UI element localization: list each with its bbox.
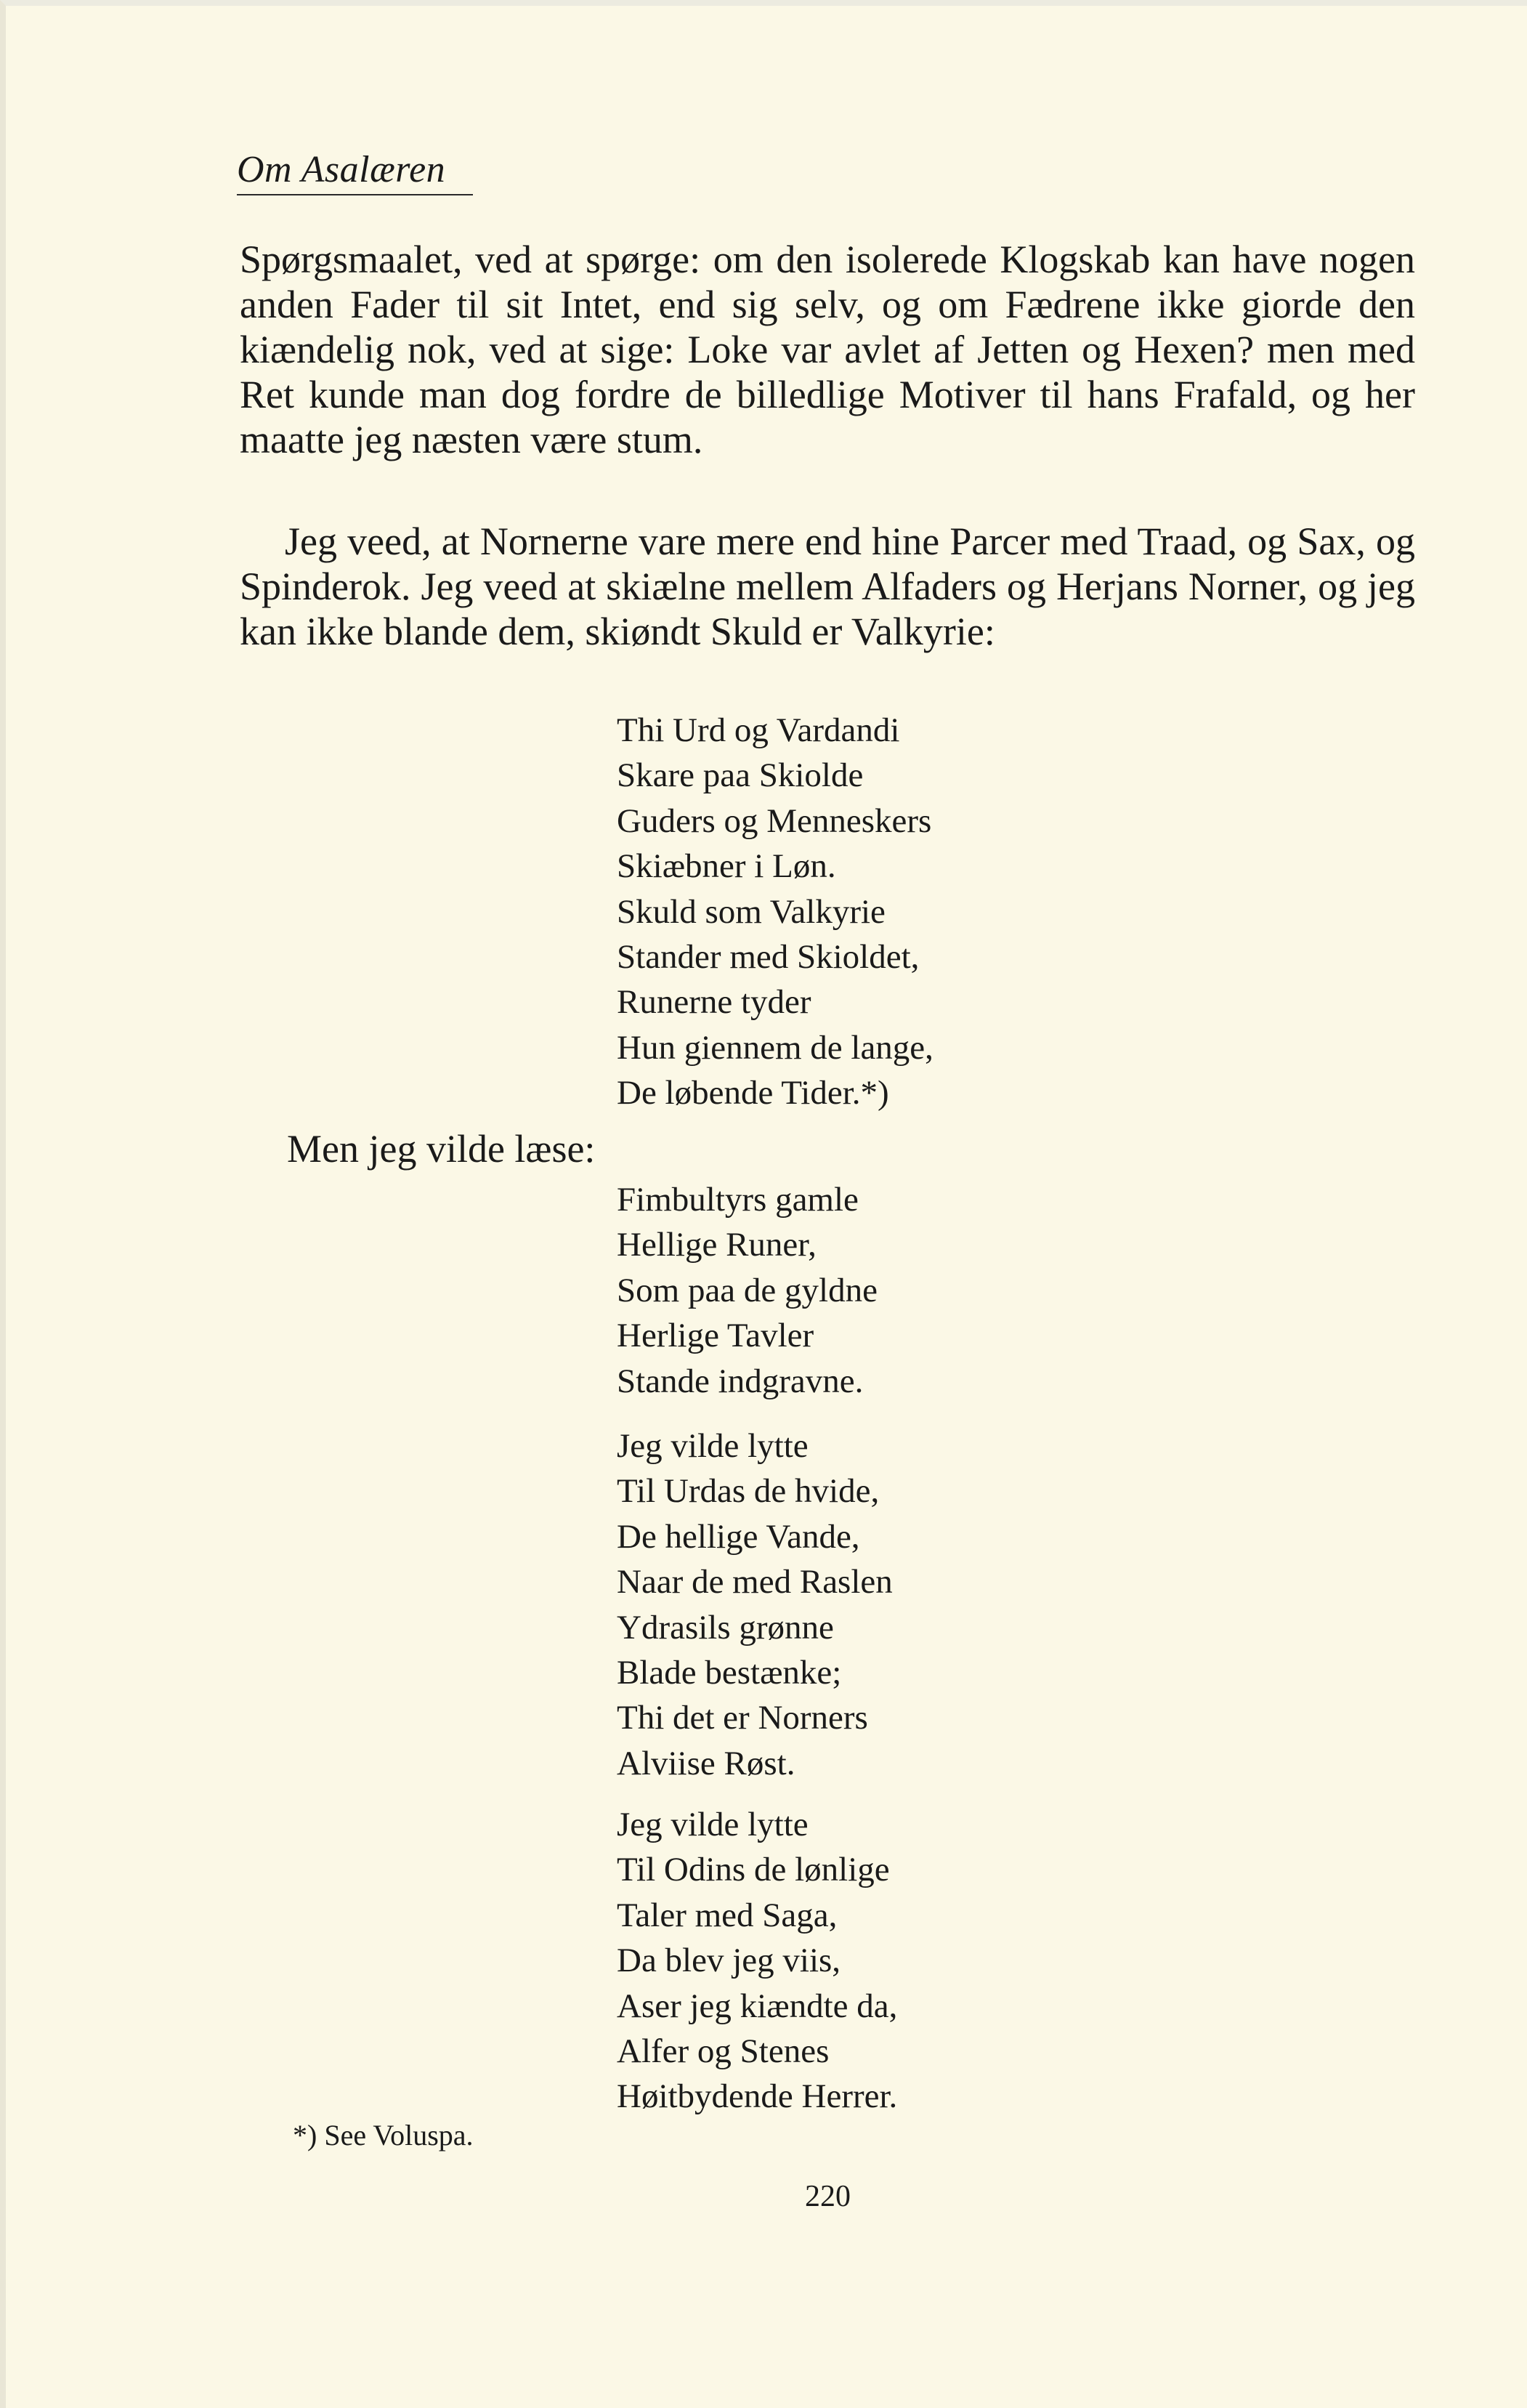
verse-line: Aser jeg kiændte da, (617, 1987, 898, 2025)
verse-line: De hellige Vande, (617, 1517, 860, 1556)
verse-line: Alfer og Stenes (617, 2032, 830, 2071)
verse-line: Alviise Røst. (617, 1744, 795, 1782)
verse-line: Thi Urd og Vardandi (617, 711, 900, 749)
verse-line: Taler med Saga, (617, 1896, 838, 1934)
verse-line: Skare paa Skiolde (617, 756, 864, 795)
verse-line: Da blev jeg viis, (617, 1942, 841, 1980)
verse-line: Fimbultyrs gamle (617, 1181, 859, 1219)
verse-stanza-2 (617, 1177, 878, 1404)
verse-stanza-3 (617, 1423, 893, 1786)
verse-line: Naar de med Raslen (617, 1563, 893, 1601)
running-head: Om Asalæren (237, 148, 473, 195)
verse-line: Til Odins de lønlige (617, 1851, 890, 1889)
verse-line: De løbende Tider.*) (617, 1074, 889, 1112)
verse-line: Jeg vilde lytte (617, 1806, 809, 1843)
verse-line: Stande indgravne. (617, 1362, 864, 1400)
verse-line: Thi det er Norners (617, 1699, 868, 1737)
paragraph-2 (240, 519, 1415, 654)
paragraph-1 (240, 237, 1415, 462)
verse-line: Guders og Menneskers (617, 801, 932, 840)
verse-line: Herlige Tavler (617, 1317, 814, 1355)
verse-line: Ydrasils grønne (617, 1608, 834, 1647)
verse-stanza-1 (617, 708, 933, 1116)
verse-line: Jeg vilde lytte (617, 1427, 809, 1465)
verse-line: Stander med Skioldet, (617, 938, 920, 977)
paragraph-2-text: Jeg veed, at Nornerne vare mere end hine Parcer med Traad, og Sax, og Spinderok. Jeg veed at skiælne mellem Alfaders og Herjans Norner, og jeg kan ikke blande dem, skiøndt Skuld er Valkyrie: (240, 520, 1415, 653)
verse-line: Skuld som Valkyrie (617, 892, 886, 931)
verse-stanza-4 (617, 1802, 897, 2120)
verse-line: Runerne tyder (617, 983, 811, 1022)
page-number: 220 (805, 2180, 851, 2213)
verse-line: Til Urdas de hvide, (617, 1472, 880, 1511)
verse-line: Skiæbner i Løn. (617, 847, 836, 886)
verse-line: Høitbydende Herrer. (617, 2077, 898, 2116)
paragraph-1-text: Spørgsmaalet, ved at spørge: om den isolerede Klogskab kan have nogen anden Fader til sit Intet, end sig selv, og om Fædrene ikke giorde den kiændelig nok, ved at sige: Loke var avlet af Jetten og Hexen? men med Ret kunde man dog fordre de billedlige Motiver til hans Frafald, og her maatte jeg næsten være stum. (240, 238, 1415, 461)
interlude-line: Men jeg vilde læse: (287, 1127, 596, 1171)
verse-line: Blade bestænke; (617, 1654, 842, 1692)
verse-line: Hellige Runer, (617, 1226, 817, 1264)
verse-line: Hun giennem de lange, (617, 1028, 933, 1067)
verse-line: Som paa de gyldne (617, 1271, 878, 1309)
footnote: *) See Voluspa. (293, 2119, 474, 2152)
